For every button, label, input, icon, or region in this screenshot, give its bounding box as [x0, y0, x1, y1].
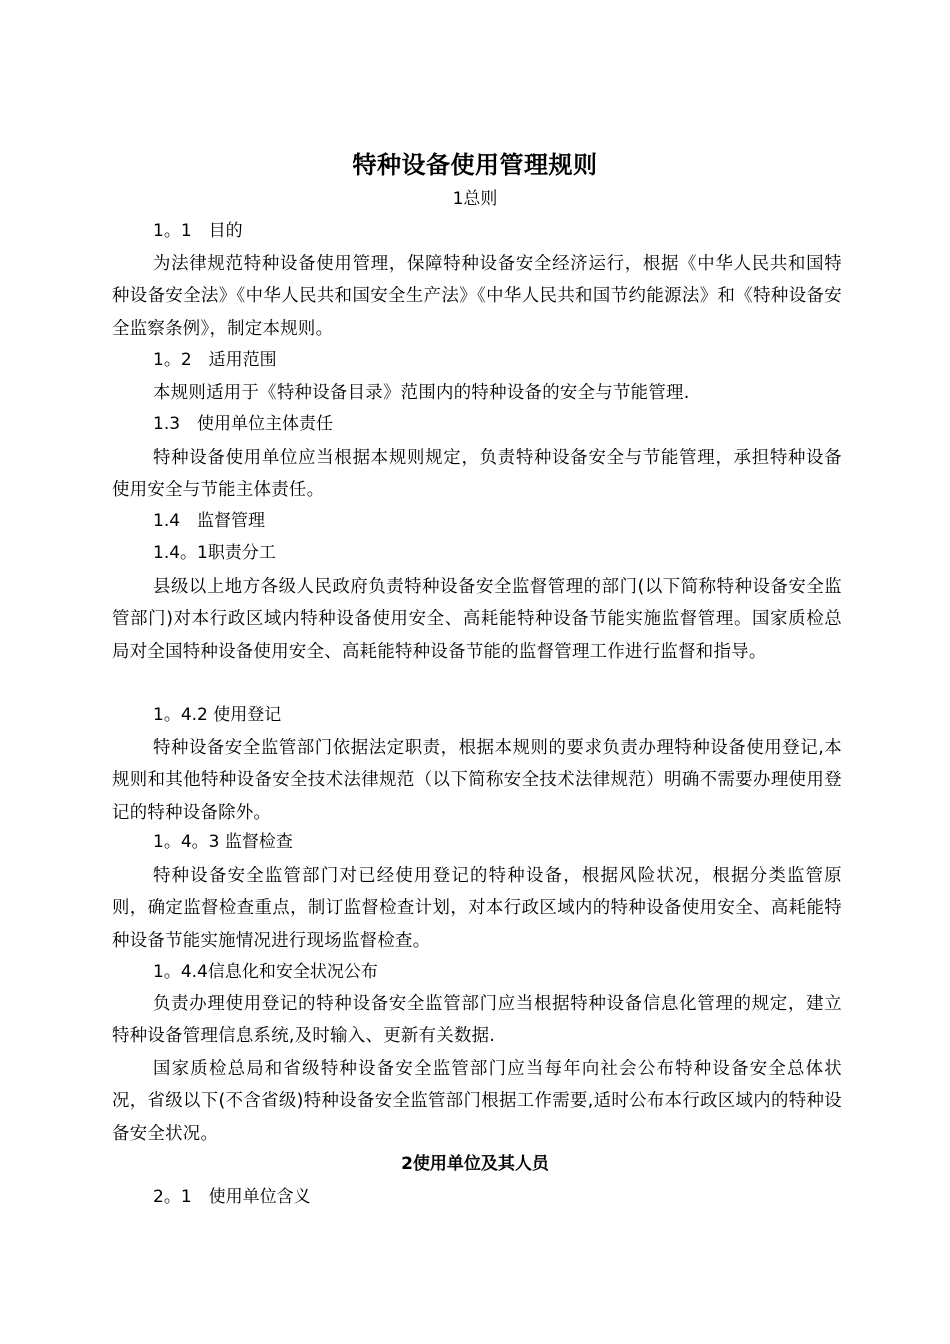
- section-1-4-3-heading: 1。4。3 监督检查: [153, 832, 293, 852]
- document-title: 特种设备使用管理规则: [352, 151, 598, 179]
- section-1-1-heading: 1。1 目的: [153, 221, 243, 241]
- section-1-4-4-paragraph-a: 负责办理使用登记的特种设备安全监管部门应当根据特种设备信息化管理的规定，建立特种设备管理信息系统,及时输入、更新有关数据.: [112, 994, 842, 1047]
- chapter-2-heading: 2使用单位及其人员: [401, 1154, 549, 1174]
- section-1-4-1-paragraph: 县级以上地方各级人民政府负责特种设备安全监督管理的部门(以下简称特种设备安全监管部门)对本行政区域内特种设备使用安全、高耗能特种设备节能实施监督管理。国家质检总局对全国特种设备使用安全、高耗能特种设备节能的监督管理工作进行监督和指导。: [112, 577, 842, 662]
- chapter-1-heading: 1总则: [452, 189, 498, 209]
- section-1-3-heading: 1.3 使用单位主体责任: [153, 414, 334, 434]
- section-1-2-paragraph: 本规则适用于《特种设备目录》范围内的特种设备的安全与节能管理.: [153, 383, 690, 403]
- section-1-4-heading: 1.4 监督管理: [153, 511, 266, 531]
- section-1-1-paragraph: 为法律规范特种设备使用管理，保障特种设备安全经济运行，根据《中华人民共和国特种设备安全法》《中华人民共和国安全生产法》《中华人民共和国节约能源法》和《特种设备安全监察条例》，制定本规则。: [112, 254, 842, 339]
- section-1-4-2-heading: 1。4.2 使用登记: [153, 705, 282, 725]
- section-2-1-heading: 2。1 使用单位含义: [153, 1187, 311, 1207]
- section-1-3-paragraph: 特种设备使用单位应当根据本规则规定，负责特种设备安全与节能管理，承担特种设备使用安全与节能主体责任。: [112, 448, 842, 501]
- section-1-4-1-heading: 1.4。1职责分工: [153, 543, 276, 563]
- section-1-4-4-heading: 1。4.4信息化和安全状况公布: [153, 962, 378, 982]
- section-1-4-2-paragraph: 特种设备安全监管部门依据法定职责，根据本规则的要求负责办理特种设备使用登记,本规则和其他特种设备安全技术法律规范（以下简称安全技术法律规范）明确不需要办理使用登记的特种设备除外。: [112, 738, 842, 823]
- section-1-4-4-paragraph-b: 国家质检总局和省级特种设备安全监管部门应当每年向社会公布特种设备安全总体状况，省级以下(不含省级)特种设备安全监管部门根据工作需要,适时公布本行政区域内的特种设备安全状况。: [112, 1059, 842, 1144]
- section-1-4-3-paragraph: 特种设备安全监管部门对已经使用登记的特种设备，根据风险状况，根据分类监管原则，确定监督检查重点，制订监督检查计划，对本行政区域内的特种设备使用安全、高耗能特种设备节能实施情况进行现场监督检查。: [112, 866, 842, 951]
- section-1-2-heading: 1。2 适用范围: [153, 350, 277, 370]
